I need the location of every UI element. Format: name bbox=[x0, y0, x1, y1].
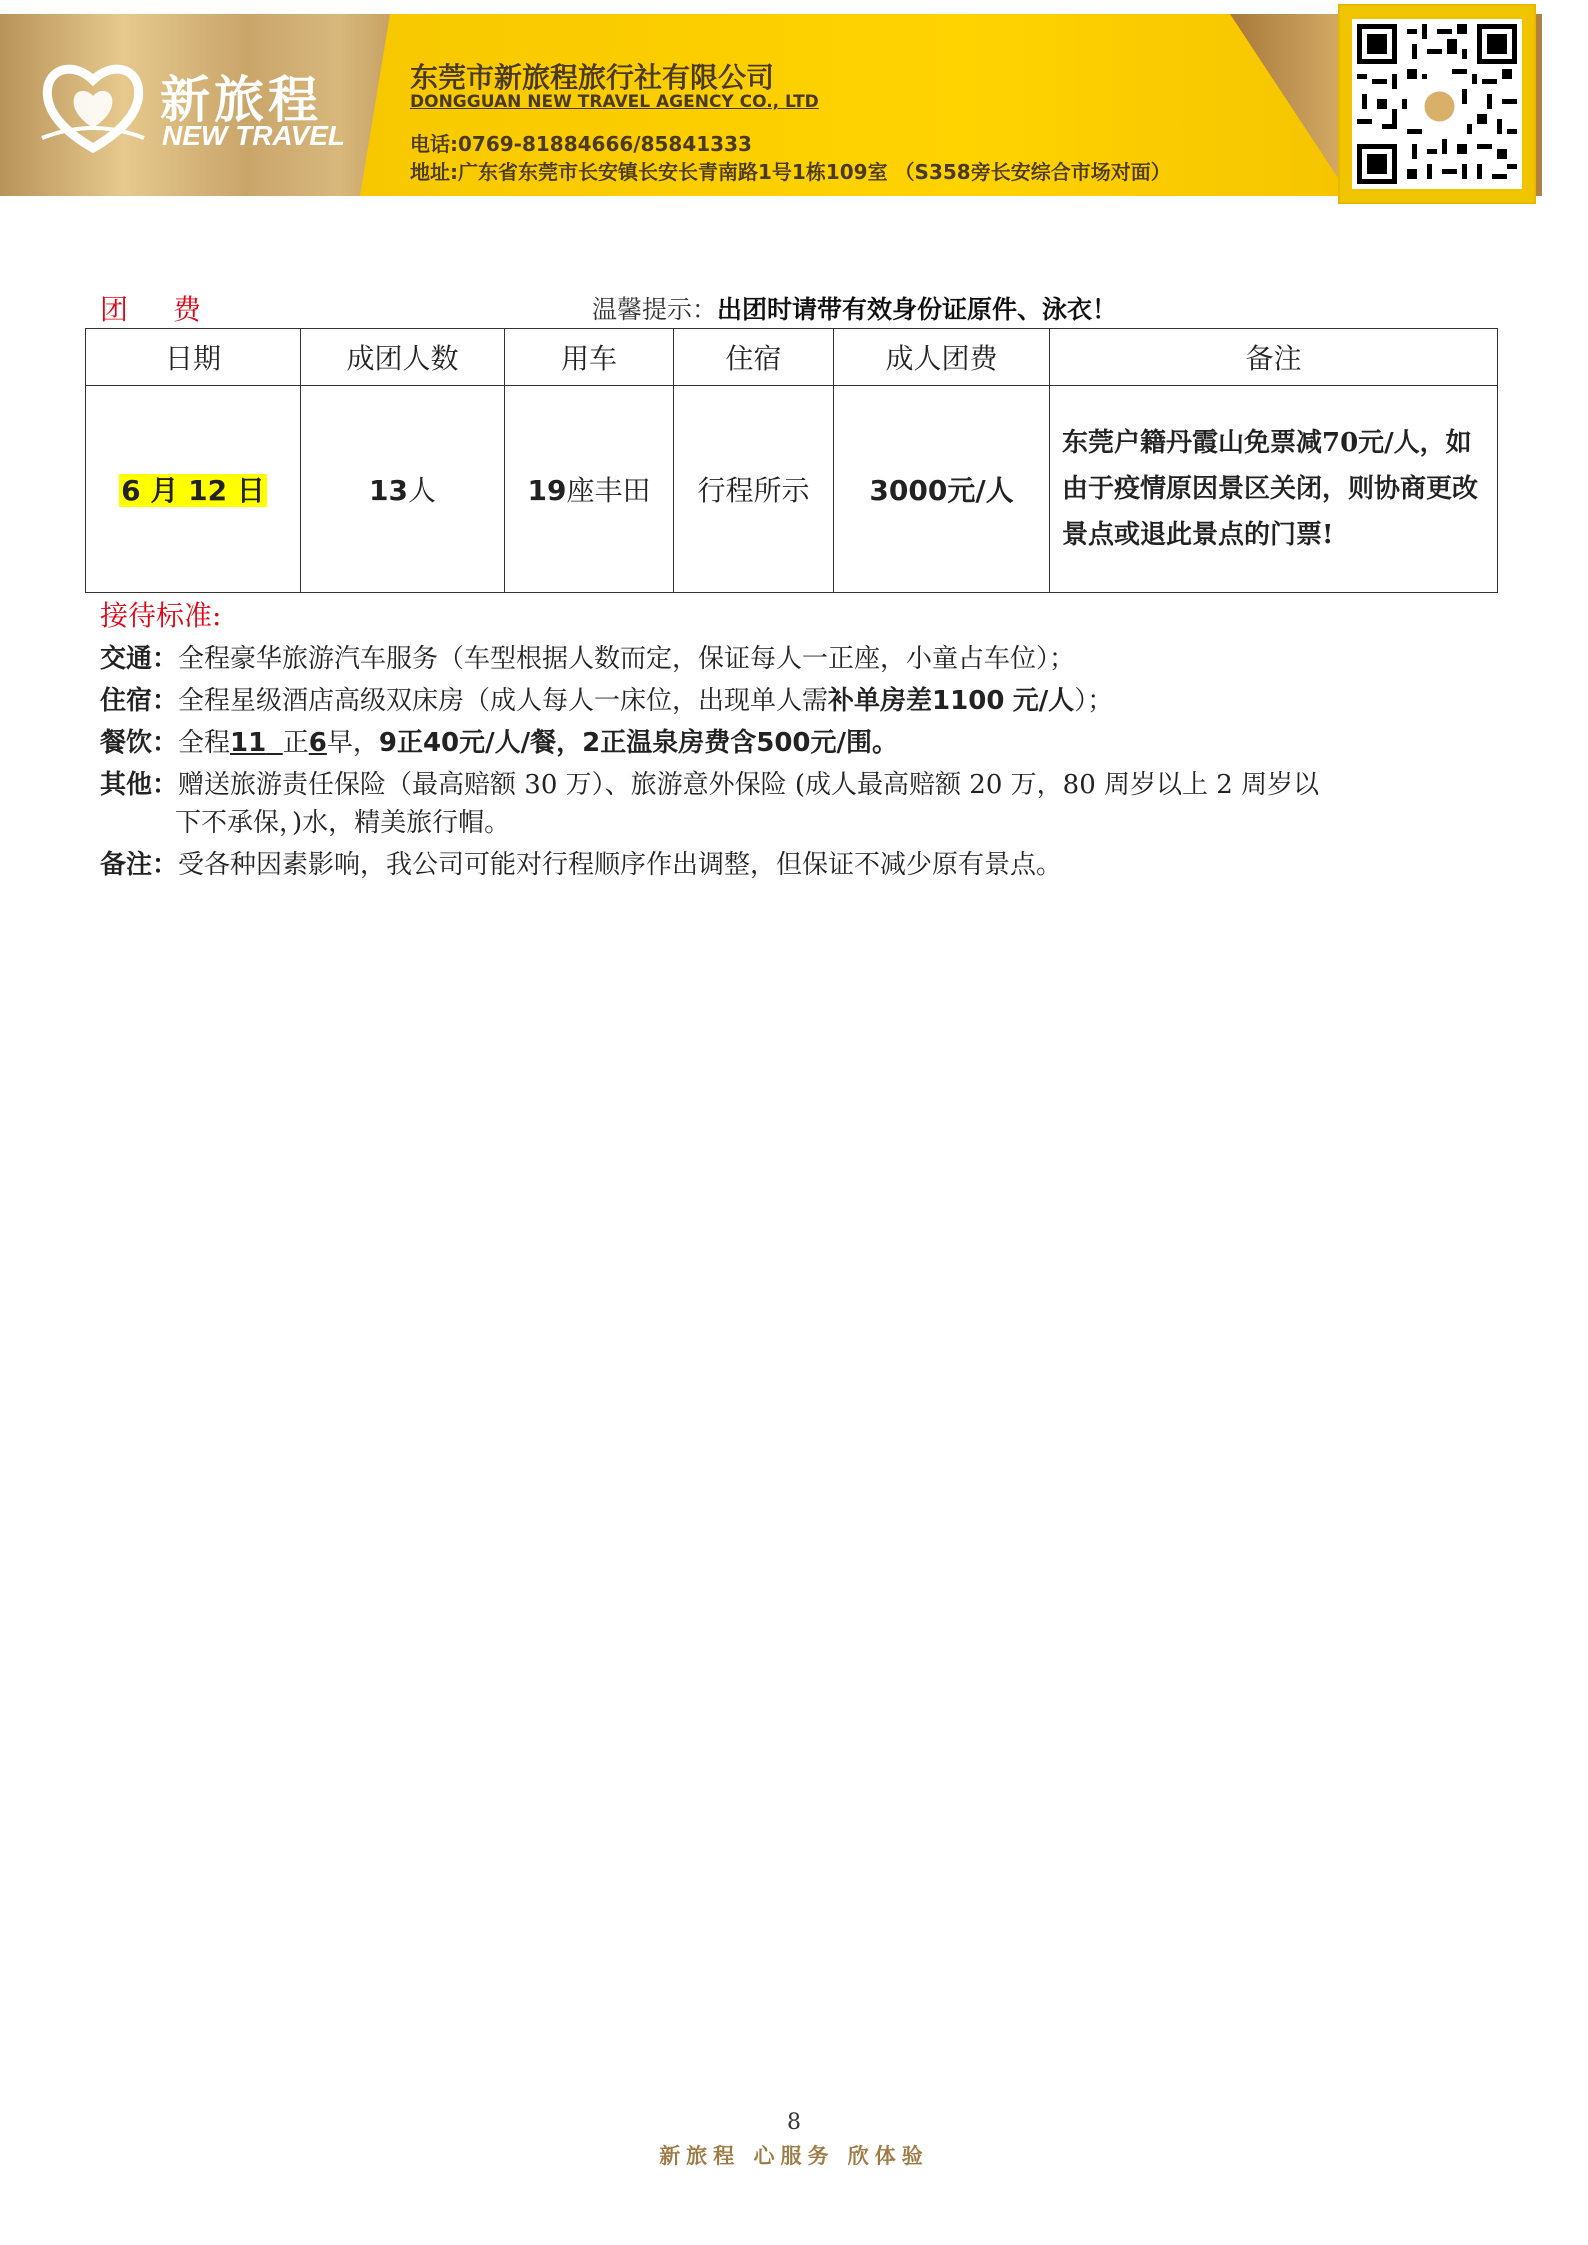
header-date: 日期 bbox=[86, 329, 301, 386]
logo-english-name: NEW TRAVEL bbox=[162, 120, 346, 151]
fee-section-title: 团 费 bbox=[100, 293, 219, 326]
hotel-unit: 元/人 bbox=[1012, 686, 1075, 716]
logo-chinese-name: 新旅程 bbox=[160, 71, 322, 129]
date-day-unit: 日 bbox=[236, 474, 265, 507]
transport-label: 交通： bbox=[100, 644, 179, 674]
meal-breakfast-unit: 早， bbox=[326, 728, 379, 758]
remark-label: 备注： bbox=[100, 850, 179, 880]
date-highlight bbox=[119, 474, 267, 507]
hotel-amount: 1100 bbox=[932, 686, 1005, 716]
group-size-number: 13 bbox=[369, 474, 408, 507]
remark-text: 受各种因素影响，我公司可能对行程顺序作出调整，但保证不减少原有景点。 bbox=[178, 850, 1063, 880]
hotel-text: 全程星级酒店高级双床房（成人每人一床位，出现单人需 bbox=[178, 686, 829, 716]
standards-title: 接待标准: bbox=[100, 599, 222, 632]
other-line-cont bbox=[175, 802, 510, 839]
transport-text: 全程豪华旅游汽车服务（车型根据人数而定，保证每人一正座，小童占车位）； bbox=[178, 644, 1076, 674]
group-size-unit: 人 bbox=[407, 474, 436, 507]
header-group-size: 成团人数 bbox=[301, 329, 505, 386]
qr-code-icon bbox=[1352, 18, 1522, 190]
meal-prefix: 全程 bbox=[178, 728, 231, 758]
header-banner bbox=[0, 14, 1542, 196]
company-phone: 电话:0769-81884666/85841333 bbox=[410, 132, 752, 156]
tip-notice bbox=[592, 290, 1117, 326]
cell-notes: 东莞户籍丹霞山免票减70元/人，如由于疫情原因景区关闭，则协商更改景点或退此景点的门票! bbox=[1050, 386, 1498, 593]
footer-slogan: 新旅程 心服务 欣体验 bbox=[659, 2144, 929, 2168]
company-name-en: DONGGUAN NEW TRAVEL AGENCY CO., LTD bbox=[410, 92, 819, 112]
header-accommodation: 住宿 bbox=[674, 329, 834, 386]
cell-date bbox=[86, 386, 301, 593]
hotel-bold: 补单房差 bbox=[828, 686, 933, 716]
table-header-row bbox=[86, 329, 1498, 386]
other-text-1: 赠送旅游责任保险（最高赔额 30 万）、旅游意外保险 (成人最高赔额 20 万，80 周岁以上 2 周岁以 bbox=[178, 770, 1320, 800]
company-address: 地址:广东省东莞市长安镇长安长青南路1号1栋109室 （S358旁长安综合市场对面） bbox=[410, 160, 1171, 184]
date-month-unit: 月 bbox=[150, 474, 179, 507]
vehicle-model: 座丰田 bbox=[566, 474, 651, 507]
other-text-2: 下不承保，)水，精美旅行帽。 bbox=[175, 808, 511, 838]
fee-table bbox=[85, 328, 1498, 593]
meal-line bbox=[100, 722, 898, 759]
other-label: 其他： bbox=[100, 770, 179, 800]
hotel-line bbox=[100, 680, 1113, 717]
cell-vehicle bbox=[505, 386, 674, 593]
cell-group-size bbox=[301, 386, 505, 593]
date-month: 6 bbox=[121, 474, 141, 507]
meal-breakfast-count: 6 bbox=[308, 728, 327, 758]
company-name-cn: 东莞市新旅程旅行社有限公司 bbox=[410, 61, 775, 94]
meal-lunch-count: 11 bbox=[230, 728, 267, 758]
qr-code bbox=[1338, 4, 1536, 204]
transport-line bbox=[100, 638, 1075, 675]
tip-text: 出团时请带有效身份证原件、泳衣！ bbox=[717, 295, 1118, 324]
vehicle-seats: 19 bbox=[527, 474, 567, 507]
cell-accommodation: 行程所示 bbox=[674, 386, 834, 593]
logo-heart-icon bbox=[38, 58, 148, 154]
page-number: 8 bbox=[787, 2110, 801, 2135]
hotel-label: 住宿： bbox=[100, 686, 179, 716]
table-row bbox=[86, 386, 1498, 593]
tip-label: 温馨提示： bbox=[592, 295, 718, 324]
hotel-end: ）； bbox=[1074, 686, 1114, 716]
meal-mid bbox=[266, 728, 283, 758]
header-vehicle: 用车 bbox=[505, 329, 674, 386]
other-line bbox=[100, 764, 1319, 801]
header-adult-price: 成人团费 bbox=[834, 329, 1050, 386]
header-notes: 备注 bbox=[1050, 329, 1498, 386]
meal-mid-text: 正 bbox=[282, 728, 309, 758]
meal-rest: 9正40元/人/餐，2正温泉房费含500元/围。 bbox=[378, 728, 898, 758]
remark-line bbox=[100, 844, 1062, 881]
cell-adult-price: 3000元/人 bbox=[834, 386, 1050, 593]
date-day: 12 bbox=[188, 474, 228, 507]
meal-label: 餐饮： bbox=[100, 728, 179, 758]
